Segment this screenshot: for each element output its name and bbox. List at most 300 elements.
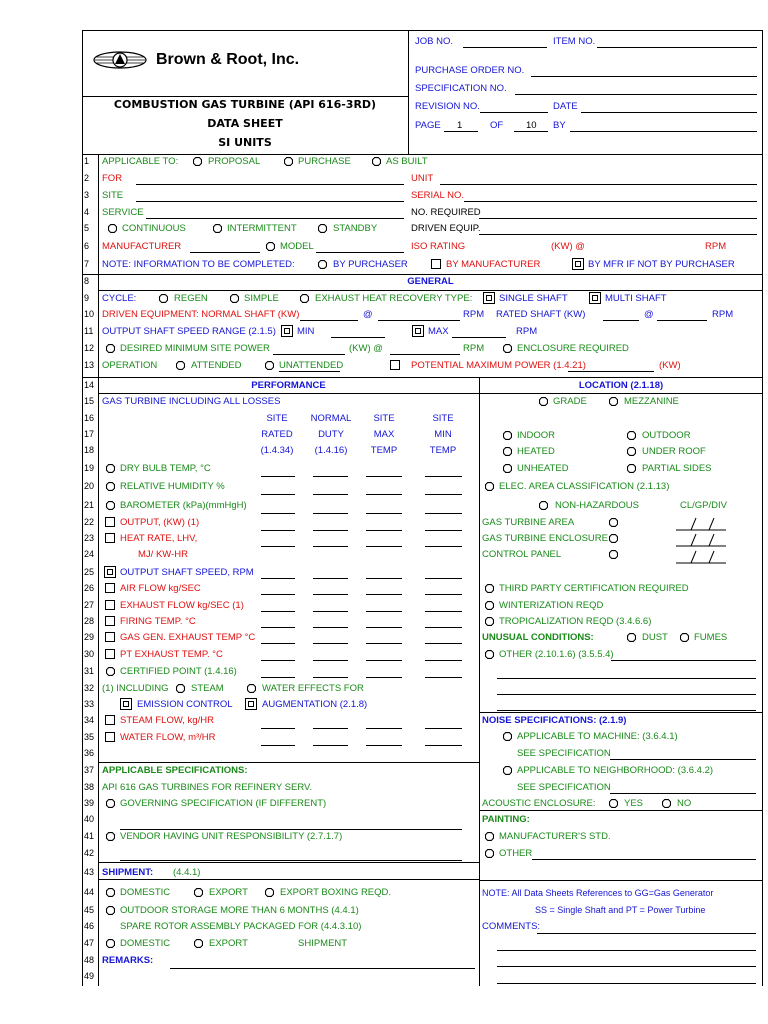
comments-field-2[interactable] bbox=[497, 950, 756, 951]
by-label: BY bbox=[553, 120, 566, 131]
performance-value-field[interactable] bbox=[261, 611, 295, 612]
other-conditions-field-2[interactable] bbox=[497, 678, 756, 679]
unattended-label: UNATTENDED bbox=[279, 360, 344, 371]
col-site-min-3: TEMP bbox=[429, 445, 457, 456]
steam-flow-label: STEAM FLOW, kg/HR bbox=[120, 715, 214, 726]
item-no-field[interactable] bbox=[597, 47, 757, 48]
desired-power-radio[interactable] bbox=[106, 344, 115, 353]
performance-value-field[interactable] bbox=[366, 494, 402, 495]
other-paint-label: OTHER bbox=[499, 848, 533, 859]
performance-value-field[interactable] bbox=[261, 594, 295, 595]
by-purchaser-radio[interactable] bbox=[318, 260, 327, 269]
sep-right-painting bbox=[479, 810, 763, 811]
heat-rate-checkbox[interactable] bbox=[105, 533, 115, 543]
performance-value-field[interactable] bbox=[261, 728, 295, 729]
by-purchaser-label: BY PURCHASER bbox=[333, 259, 408, 270]
revision-no-field[interactable] bbox=[480, 112, 548, 113]
rel-humidity-label: RELATIVE HUMIDITY % bbox=[120, 481, 225, 492]
attended-radio[interactable] bbox=[176, 361, 185, 370]
page-total-line bbox=[514, 131, 548, 132]
performance-value-field[interactable] bbox=[313, 494, 348, 495]
performance-value-field[interactable] bbox=[366, 594, 402, 595]
driven-equipment-label: DRIVEN EQUIPMENT: NORMAL SHAFT (KW) bbox=[102, 309, 300, 320]
potential-max-field[interactable] bbox=[568, 371, 654, 372]
performance-value-field[interactable] bbox=[366, 728, 402, 729]
remarks-field[interactable] bbox=[170, 968, 475, 969]
col-site-max-1: SITE bbox=[373, 413, 395, 424]
performance-value-field[interactable] bbox=[313, 627, 348, 628]
normal-shaft-rpm-field[interactable] bbox=[378, 320, 460, 321]
grade-radio[interactable] bbox=[539, 397, 548, 406]
enclosure-required-radio[interactable] bbox=[503, 344, 512, 353]
performance-value-field[interactable] bbox=[425, 476, 462, 477]
tropicalization-radio[interactable] bbox=[485, 617, 494, 626]
exhaust-heat-radio[interactable] bbox=[300, 294, 309, 303]
indoor-radio[interactable] bbox=[503, 431, 512, 440]
row-number: 46 bbox=[84, 921, 95, 931]
row-number: 43 bbox=[84, 867, 95, 877]
including-label: (1) INCLUDING bbox=[102, 683, 169, 694]
row-number: 14 bbox=[84, 380, 95, 390]
regen-label: REGEN bbox=[174, 293, 208, 304]
row-number: 13 bbox=[84, 360, 95, 370]
spec-no-label: SPECIFICATION NO. bbox=[415, 83, 507, 94]
row-number: 25 bbox=[84, 567, 95, 577]
heated-label: HEATED bbox=[517, 446, 555, 457]
performance-value-field[interactable] bbox=[366, 611, 402, 612]
spec-no-field[interactable] bbox=[515, 94, 757, 95]
sheet-title-2: DATA SHEET bbox=[207, 117, 283, 130]
shipment-label: SHIPMENT: bbox=[102, 867, 154, 878]
model-label: MODEL bbox=[280, 241, 314, 252]
performance-value-field[interactable] bbox=[425, 728, 462, 729]
yes-radio[interactable] bbox=[609, 799, 618, 808]
performance-value-field[interactable] bbox=[313, 728, 348, 729]
manufacturer-field[interactable] bbox=[190, 252, 260, 253]
job-no-label: JOB NO. bbox=[415, 36, 454, 47]
performance-value-field[interactable] bbox=[425, 530, 462, 531]
third-party-radio[interactable] bbox=[485, 584, 494, 593]
domestic-2-radio[interactable] bbox=[106, 939, 115, 948]
performance-value-field[interactable] bbox=[366, 476, 402, 477]
acoustic-enclosure-label: ACOUSTIC ENCLOSURE: bbox=[482, 798, 596, 809]
shipment-2-label: SHIPMENT bbox=[298, 938, 348, 949]
heat-rate-units: MJ/ KW-HR bbox=[138, 549, 188, 560]
performance-value-field[interactable] bbox=[261, 578, 295, 579]
as-built-radio[interactable] bbox=[372, 157, 381, 166]
row-number: 49 bbox=[84, 971, 95, 981]
desired-rpm-label: RPM bbox=[463, 343, 485, 354]
outdoor-storage-radio[interactable] bbox=[106, 906, 115, 915]
applicable-machine-radio[interactable] bbox=[503, 732, 512, 741]
simple-radio[interactable] bbox=[230, 294, 239, 303]
winterization-radio[interactable] bbox=[485, 601, 494, 610]
yes-label: YES bbox=[624, 798, 644, 809]
po-no-field[interactable] bbox=[531, 76, 757, 77]
see-spec-2-field[interactable] bbox=[610, 793, 756, 794]
export-boxing-radio[interactable] bbox=[265, 888, 274, 897]
fumes-label: FUMES bbox=[694, 632, 728, 643]
performance-value-field[interactable] bbox=[261, 677, 295, 678]
api616-label: API 616 GAS TURBINES FOR REFINERY SERV. bbox=[102, 782, 313, 793]
emission-control-label: EMISSION CONTROL bbox=[137, 699, 233, 710]
operation-label: OPERATION bbox=[102, 360, 158, 371]
company-name: Brown & Root, Inc. bbox=[156, 51, 300, 68]
performance-value-field[interactable] bbox=[261, 627, 295, 628]
firing-temp-checkbox[interactable] bbox=[105, 616, 115, 626]
certified-point-label: CERTIFIED POINT (1.4.16) bbox=[120, 666, 237, 677]
cl-gp-div-field[interactable] bbox=[676, 532, 728, 551]
remarks-label: REMARKS: bbox=[102, 955, 154, 966]
vendor-responsibility-label: VENDOR HAVING UNIT RESPONSIBILITY (2.7.1.7) bbox=[120, 831, 343, 842]
frame-top bbox=[82, 30, 763, 31]
standby-label: STANDBY bbox=[333, 223, 378, 234]
non-hazardous-radio[interactable] bbox=[539, 501, 548, 510]
performance-value-field[interactable] bbox=[425, 660, 462, 661]
by-mfr-if-not-label: BY MFR IF NOT BY PURCHASER bbox=[588, 259, 735, 270]
date-field[interactable] bbox=[581, 112, 757, 113]
col-site-rated-2: RATED bbox=[261, 429, 293, 440]
simple-label: SIMPLE bbox=[244, 293, 279, 304]
single-shaft-checkbox[interactable] bbox=[483, 292, 495, 304]
output-kw-label: OUTPUT, (KW) (1) bbox=[120, 517, 200, 528]
performance-value-field[interactable] bbox=[261, 546, 295, 547]
performance-value-field[interactable] bbox=[366, 530, 402, 531]
site-label: SITE bbox=[102, 190, 124, 201]
gt-enclosure-radio[interactable] bbox=[609, 534, 618, 543]
performance-value-field[interactable] bbox=[366, 660, 402, 661]
row-number: 37 bbox=[84, 765, 95, 775]
performance-value-field[interactable] bbox=[313, 546, 348, 547]
note-gg-label: NOTE: All Data Sheets References to GG=Gas Generator bbox=[482, 888, 714, 898]
row-number: 20 bbox=[84, 481, 95, 491]
row-number: 15 bbox=[84, 396, 95, 406]
for-field[interactable] bbox=[136, 184, 404, 185]
unattended-radio[interactable] bbox=[265, 361, 274, 370]
export-radio[interactable] bbox=[194, 888, 203, 897]
performance-value-field[interactable] bbox=[261, 476, 295, 477]
page-label: PAGE bbox=[415, 120, 441, 131]
output-speed-label: OUTPUT SHAFT SPEED, RPM bbox=[120, 567, 254, 578]
partial-sides-radio[interactable] bbox=[627, 464, 636, 473]
applicable-machine-label: APPLICABLE TO MACHINE: (3.6.4.1) bbox=[517, 731, 678, 742]
row-number: 29 bbox=[84, 632, 95, 642]
fumes-radio[interactable] bbox=[680, 633, 689, 642]
other-conditions-label: OTHER (2.10.1.6) (3.5.5.4) bbox=[499, 649, 614, 660]
comments-field-1[interactable] bbox=[537, 933, 756, 934]
page-number: 1 bbox=[457, 120, 463, 131]
row-number: 19 bbox=[84, 463, 95, 473]
heated-radio[interactable] bbox=[503, 447, 512, 456]
performance-value-field[interactable] bbox=[366, 513, 402, 514]
exhaust-flow-label: EXHAUST FLOW kg/SEC (1) bbox=[120, 600, 244, 611]
other-conditions-radio[interactable] bbox=[485, 650, 494, 659]
row-number: 45 bbox=[84, 905, 95, 915]
serial-no-label: SERIAL NO. bbox=[411, 190, 464, 201]
normal-shaft-kw-field[interactable] bbox=[300, 320, 358, 321]
control-panel-radio[interactable] bbox=[609, 550, 618, 559]
performance-value-field[interactable] bbox=[261, 513, 295, 514]
elec-area-radio[interactable] bbox=[485, 482, 494, 491]
governing-spec-radio[interactable] bbox=[106, 799, 115, 808]
performance-value-field[interactable] bbox=[261, 660, 295, 661]
steam-flow-checkbox[interactable] bbox=[105, 715, 115, 725]
dry-bulb-label: DRY BULB TEMP, °C bbox=[120, 463, 211, 474]
performance-value-field[interactable] bbox=[425, 627, 462, 628]
performance-value-field[interactable] bbox=[313, 745, 348, 746]
performance-value-field[interactable] bbox=[313, 611, 348, 612]
performance-value-field[interactable] bbox=[366, 627, 402, 628]
max-field[interactable] bbox=[452, 337, 506, 338]
sep-r43 bbox=[98, 862, 479, 863]
comments-field-3[interactable] bbox=[497, 966, 756, 967]
unusual-conditions-label: UNUSUAL CONDITIONS: bbox=[482, 632, 594, 643]
col-normal-1: NORMAL bbox=[310, 413, 352, 424]
col-site-max-3: TEMP bbox=[370, 445, 398, 456]
item-no-label: ITEM NO. bbox=[553, 36, 596, 47]
performance-value-field[interactable] bbox=[313, 594, 348, 595]
desired-rpm-field[interactable] bbox=[390, 354, 460, 355]
general-header: GENERAL bbox=[407, 276, 454, 287]
row-number: 31 bbox=[84, 666, 95, 676]
augmentation-checkbox[interactable] bbox=[245, 698, 257, 710]
steam-label: STEAM bbox=[191, 683, 224, 694]
sep-r14-top bbox=[82, 377, 763, 378]
performance-header: PERFORMANCE bbox=[251, 380, 326, 391]
shipment-ref: (4.4.1) bbox=[173, 867, 201, 878]
performance-value-field[interactable] bbox=[313, 476, 348, 477]
mezzanine-radio[interactable] bbox=[609, 397, 618, 406]
mfr-std-label: MANUFACTURER'S STD. bbox=[499, 831, 611, 842]
performance-value-field[interactable] bbox=[425, 611, 462, 612]
continuous-radio[interactable] bbox=[108, 224, 117, 233]
exhaust-flow-checkbox[interactable] bbox=[105, 600, 115, 610]
potential-kw-label: (KW) bbox=[659, 360, 681, 371]
purchase-label: PURCHASE bbox=[298, 156, 351, 167]
governing-spec-field[interactable] bbox=[120, 829, 462, 830]
performance-value-field[interactable] bbox=[425, 677, 462, 678]
steam-radio[interactable] bbox=[176, 684, 185, 693]
col-site-min-2: MIN bbox=[434, 429, 452, 440]
row-number: 1 bbox=[84, 156, 90, 166]
dust-radio[interactable] bbox=[627, 633, 636, 642]
firing-temp-label: FIRING TEMP. °C bbox=[120, 616, 196, 627]
regen-radio[interactable] bbox=[159, 294, 168, 303]
control-panel-label: CONTROL PANEL bbox=[482, 549, 562, 560]
sep-r8-bottom bbox=[98, 290, 763, 291]
output-speed-range-label: OUTPUT SHAFT SPEED RANGE (2.1.5) bbox=[102, 326, 276, 337]
sep-r44 bbox=[98, 879, 479, 880]
by-mfr-if-not-checkbox[interactable] bbox=[572, 258, 584, 270]
performance-value-field[interactable] bbox=[425, 594, 462, 595]
iso-kw-label: (KW) @ bbox=[551, 241, 585, 252]
water-effects-radio[interactable] bbox=[247, 684, 256, 693]
model-radio[interactable] bbox=[266, 242, 275, 251]
applicable-neighborhood-radio[interactable] bbox=[503, 766, 512, 775]
row-number: 38 bbox=[84, 782, 95, 792]
service-field[interactable] bbox=[146, 218, 404, 219]
gg-exhaust-temp-checkbox[interactable] bbox=[105, 632, 115, 642]
pt-exhaust-temp-checkbox[interactable] bbox=[105, 649, 115, 659]
export-label: EXPORT bbox=[209, 887, 248, 898]
barometer-radio[interactable] bbox=[106, 501, 115, 510]
row-number: 36 bbox=[84, 748, 95, 758]
certified-point-radio[interactable] bbox=[106, 667, 115, 676]
revision-no-label: REVISION NO. bbox=[415, 101, 480, 112]
row-number: 9 bbox=[84, 293, 90, 303]
emission-control-checkbox[interactable] bbox=[120, 698, 132, 710]
gt-including-losses: GAS TURBINE INCLUDING ALL LOSSES bbox=[102, 396, 281, 407]
row-number: 5 bbox=[84, 223, 90, 233]
unheated-radio[interactable] bbox=[503, 464, 512, 473]
third-party-label: THIRD PARTY CERTIFICATION REQUIRED bbox=[499, 583, 689, 594]
sep-r37 bbox=[98, 762, 479, 763]
no-required-field[interactable] bbox=[479, 218, 757, 219]
comments-field-4[interactable] bbox=[497, 983, 756, 984]
gt-area-radio[interactable] bbox=[609, 518, 618, 527]
desired-power-field[interactable] bbox=[273, 354, 345, 355]
performance-value-field[interactable] bbox=[313, 677, 348, 678]
performance-value-field[interactable] bbox=[313, 530, 348, 531]
other-conditions-field-3[interactable] bbox=[497, 694, 756, 695]
row-number: 7 bbox=[84, 259, 90, 269]
intermittent-radio[interactable] bbox=[213, 224, 222, 233]
water-flow-checkbox[interactable] bbox=[105, 732, 115, 742]
performance-value-field[interactable] bbox=[261, 494, 295, 495]
col-normal-3: (1.4.16) bbox=[314, 445, 348, 456]
output-kw-checkbox[interactable] bbox=[105, 517, 115, 527]
no-required-label: NO. REQUIRED bbox=[411, 207, 481, 218]
by-field[interactable] bbox=[570, 131, 757, 132]
performance-value-field[interactable] bbox=[425, 546, 462, 547]
driven-equip-field[interactable] bbox=[479, 234, 757, 235]
performance-value-field[interactable] bbox=[366, 677, 402, 678]
row-number: 22 bbox=[84, 517, 95, 527]
other-conditions-field-1[interactable] bbox=[611, 660, 756, 661]
site-field[interactable] bbox=[136, 201, 404, 202]
normal-rpm-label: RPM bbox=[463, 309, 485, 320]
no-label: NO bbox=[677, 798, 692, 809]
by-manufacturer-checkbox[interactable] bbox=[431, 259, 441, 269]
water-effects-label: WATER EFFECTS FOR bbox=[262, 683, 364, 694]
exhaust-heat-label: EXHAUST HEAT RECOVERY TYPE: bbox=[315, 293, 473, 304]
performance-value-field[interactable] bbox=[313, 513, 348, 514]
performance-value-field[interactable] bbox=[366, 578, 402, 579]
min-checkbox[interactable] bbox=[281, 325, 293, 337]
unattended-underline bbox=[279, 371, 340, 372]
multi-shaft-checkbox[interactable] bbox=[589, 292, 601, 304]
row-number: 39 bbox=[84, 798, 95, 808]
performance-value-field[interactable] bbox=[366, 546, 402, 547]
dry-bulb-radio[interactable] bbox=[106, 464, 115, 473]
air-flow-checkbox[interactable] bbox=[105, 583, 115, 593]
single-shaft-label: SINGLE SHAFT bbox=[499, 293, 568, 304]
performance-value-field[interactable] bbox=[425, 513, 462, 514]
other-conditions-field-4[interactable] bbox=[497, 710, 756, 711]
rated-shaft-kw-field[interactable] bbox=[603, 320, 639, 321]
page-total: 10 bbox=[526, 120, 537, 131]
potential-max-checkbox[interactable] bbox=[390, 360, 400, 370]
performance-value-field[interactable] bbox=[425, 643, 462, 644]
unit-field[interactable] bbox=[440, 184, 757, 185]
max-checkbox[interactable] bbox=[412, 325, 424, 337]
performance-value-field[interactable] bbox=[425, 745, 462, 746]
multi-shaft-label: MULTI SHAFT bbox=[605, 293, 667, 304]
performance-value-field[interactable] bbox=[313, 578, 348, 579]
output-speed-checkbox[interactable] bbox=[104, 566, 116, 578]
note-ss-label: SS = Single Shaft and PT = Power Turbine bbox=[535, 905, 706, 915]
mfr-std-radio[interactable] bbox=[485, 832, 494, 841]
vendor-responsibility-radio[interactable] bbox=[106, 832, 115, 841]
export-2-radio[interactable] bbox=[194, 939, 203, 948]
other-paint-radio[interactable] bbox=[485, 849, 494, 858]
row-number: 32 bbox=[84, 683, 95, 693]
po-no-label: PURCHASE ORDER NO. bbox=[415, 65, 525, 76]
cl-gp-div-field[interactable] bbox=[676, 549, 728, 568]
min-field[interactable] bbox=[331, 337, 385, 338]
performance-value-field[interactable] bbox=[313, 660, 348, 661]
see-spec-1-field[interactable] bbox=[610, 759, 756, 760]
performance-value-field[interactable] bbox=[313, 643, 348, 644]
dust-label: DUST bbox=[642, 632, 668, 643]
outdoor-radio[interactable] bbox=[627, 431, 636, 440]
row-number: 21 bbox=[84, 500, 95, 510]
domestic-radio[interactable] bbox=[106, 888, 115, 897]
desired-power-label: DESIRED MINIMUM SITE POWER bbox=[120, 343, 270, 354]
heat-rate-label: HEAT RATE, LHV, bbox=[120, 533, 198, 544]
row-number: 33 bbox=[84, 699, 95, 709]
air-flow-label: AIR FLOW kg/SEC bbox=[120, 583, 201, 594]
performance-value-field[interactable] bbox=[425, 578, 462, 579]
intermittent-label: INTERMITTENT bbox=[227, 223, 297, 234]
performance-value-field[interactable] bbox=[261, 643, 295, 644]
performance-value-field[interactable] bbox=[261, 530, 295, 531]
driven-equip-label: DRIVEN EQUIP. bbox=[411, 223, 481, 234]
col-site-min-1: SITE bbox=[432, 413, 454, 424]
rated-shaft-rpm-field[interactable] bbox=[657, 320, 707, 321]
model-field[interactable] bbox=[316, 252, 404, 253]
performance-value-field[interactable] bbox=[425, 494, 462, 495]
under-roof-radio[interactable] bbox=[627, 447, 636, 456]
spare-rotor-label: SPARE ROTOR ASSEMBLY PACKAGED FOR (4.4.3.10) bbox=[120, 921, 362, 932]
serial-no-field[interactable] bbox=[464, 201, 757, 202]
proposal-label: PROPOSAL bbox=[208, 156, 261, 167]
row-number: 34 bbox=[84, 715, 95, 725]
standby-radio[interactable] bbox=[318, 224, 327, 233]
no-radio[interactable] bbox=[662, 799, 671, 808]
purchase-radio[interactable] bbox=[284, 157, 293, 166]
row-number: 41 bbox=[84, 831, 95, 841]
row-number: 28 bbox=[84, 616, 95, 626]
rel-humidity-radio[interactable] bbox=[106, 482, 115, 491]
unheated-label: UNHEATED bbox=[517, 463, 569, 474]
header-divider bbox=[408, 30, 409, 154]
other-paint-field[interactable] bbox=[532, 859, 756, 860]
job-no-field[interactable] bbox=[463, 47, 547, 48]
non-hazardous-label: NON-HAZARDOUS bbox=[555, 500, 639, 511]
vendor-responsibility-field[interactable] bbox=[120, 860, 462, 861]
row-number: 40 bbox=[84, 814, 95, 824]
proposal-radio[interactable] bbox=[193, 157, 202, 166]
performance-value-field[interactable] bbox=[366, 745, 402, 746]
applicable-to-label: APPLICABLE TO: bbox=[102, 156, 179, 167]
row-number: 4 bbox=[84, 207, 90, 217]
performance-value-field[interactable] bbox=[366, 643, 402, 644]
sheet-title-1: COMBUSTION GAS TURBINE (API 616-3RD) bbox=[113, 98, 377, 111]
domestic-label: DOMESTIC bbox=[120, 887, 171, 898]
row-number: 30 bbox=[84, 649, 95, 659]
performance-value-field[interactable] bbox=[261, 745, 295, 746]
